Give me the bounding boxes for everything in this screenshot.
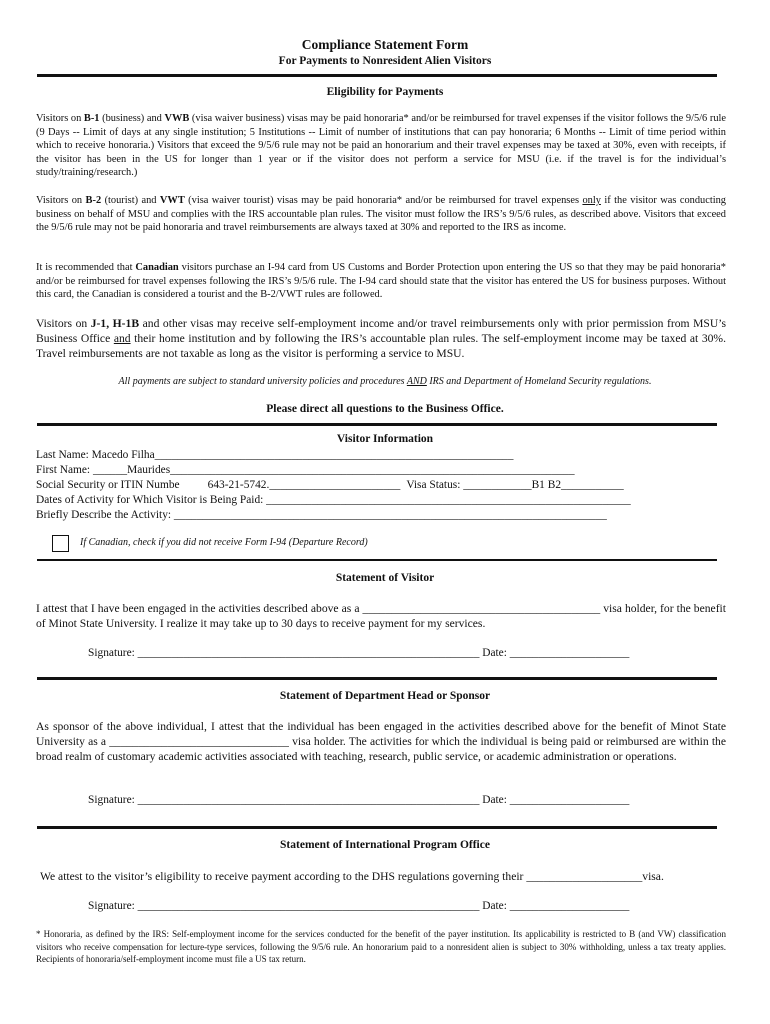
- sponsor-signature-row: Signature: ____________________________________________________________ Date: _____________________: [88, 794, 630, 806]
- eligibility-paragraph-canadian: It is recommended that Canadian visitors purchase an I-94 card from US Customs and Border Protection upon entering the US so that they may be paid honoraria* and/or be reimbursed for travel expenses following the IRS’s 9/5/6 rule. The I-94 card should state that the visitor has entered the US for business purposes. Without this card, the Canadian is considered a tourist and the B-2/VWT rules are followed.: [36, 262, 726, 301]
- eligibility-heading: Eligibility for Payments: [326, 86, 444, 98]
- eligibility-paragraph-b2: Visitors on B-2 (tourist) and VWT (visa waiver tourist) visas may be paid honoraria* and/or be reimbursed for travel expenses only if the visitor was conducting business on behalf of MSU and complies with the IRS accountable plan rules. The visitor must follow the IRS’s 9/5/6 rules, as described above. Visitors that exceed the 9/5/6 rule may not be paid honoraria and travel reimbursements are always taxed at 30% and reported to the IRS as income.: [36, 195, 726, 234]
- ipo-signature-row: Signature: ____________________________________________________________ Date: _____________________: [88, 900, 630, 912]
- last-name-field[interactable]: Last Name: Macedo Filha_______________________________________________________________: [36, 449, 514, 461]
- form-title: Compliance Statement Form: [301, 37, 469, 52]
- ssn-field[interactable]: Social Security or ITIN Numbe 643-21-5742._______________________ Visa Status: ____________B1 B2___________: [36, 479, 624, 491]
- canadian-i94-label: If Canadian, check if you did not receive Form I-94 (Departure Record): [80, 537, 368, 548]
- form-subtitle: For Payments to Nonresident Alien Visitors: [278, 55, 492, 67]
- eligibility-paragraph-b1: Visitors on B-1 (business) and VWB (visa waiver business) visas may be paid honoraria* and/or be reimbursed for travel expenses if the visitor follows the 9/5/6 rule (9 Days -- Limit of days at any single institution; 5 Institutions -- Limit of number of institutions that can pay honoraria; 6 Months -- Limit of time period within which to receive honoraria.) Visitors that exceed the 9/5/6 rule may not be paid an honorarium and their travel expenses may be taxed at 30%, even with receipts, if the visitor has been in the US for longer than 1 year or if the visitor does not perform a service for MSU (i.e. if the travel is for the individual’s study/training/research.): [36, 113, 727, 179]
- visitor-info-heading: Visitor Information: [336, 433, 434, 445]
- visitor-date-line[interactable]: _____________________: [509, 647, 630, 659]
- visa-status-label: Visa Status:: [406, 479, 464, 491]
- statement-dept-heading: Statement of Department Head or Sponsor: [279, 690, 491, 702]
- visitor-signature-row: Signature: ____________________________________________________________ Date: _____________________: [88, 647, 630, 659]
- policy-note: All payments are subject to standard university policies and procedures AND IRS and Department of Homeland Security regulations.: [118, 376, 652, 387]
- sponsor-visa-type-blank[interactable]: _______________________________: [109, 735, 289, 749]
- ssn-value[interactable]: 643-21-5742.: [207, 479, 270, 491]
- questions-note: Please direct all questions to the Business Office.: [266, 403, 504, 415]
- activity-description-field[interactable]: Briefly Describe the Activity: ____________________________________________________________________________: [36, 509, 607, 521]
- header-divider: [37, 74, 717, 77]
- ipo-visa-type-blank[interactable]: __________________: [526, 870, 631, 883]
- visitor-visa-type-blank[interactable]: _________________________________________: [362, 602, 601, 615]
- ipo-signature-line[interactable]: ____________________________________________________________: [137, 900, 480, 912]
- dates-of-activity-field[interactable]: Dates of Activity for Which Visitor is Being Paid: ________________________________________________________________: [36, 494, 631, 506]
- section-divider-visitor-statement: [37, 559, 717, 561]
- section-divider-visitor-info: [37, 423, 717, 426]
- statement-dept-text: As sponsor of the above individual, I attest that the individual has been engaged in the activities described above for the benefit of Minot State University as a _______________________________ visa holder. The activities for which the individual is being paid or reimbursed are within the broad realm of customary academic activities associated with teaching, research, public service, or academic administration or operations.: [36, 720, 726, 764]
- ipo-date-line[interactable]: _____________________: [509, 900, 630, 912]
- statement-visitor-heading: Statement of Visitor: [335, 572, 435, 584]
- last-name-value[interactable]: Macedo Filha: [91, 449, 155, 461]
- statement-ipo-text: We attest to the visitor’s eligibility to receive payment according to the DHS regulations governing their ____________________visa.: [40, 870, 664, 883]
- sponsor-date-line[interactable]: _____________________: [509, 794, 630, 806]
- first-name-field[interactable]: First Name: ______Maurides_______________________________________________________________________: [36, 464, 575, 476]
- statement-visitor-text: I attest that I have been engaged in the activities described above as a _________________________________________ visa holder, for the benefit of Minot State University. I realize it may take up to 30 days to receive payment for my services.: [36, 602, 726, 631]
- statement-ipo-heading: Statement of International Program Office: [280, 839, 490, 851]
- first-name-value[interactable]: Maurides: [127, 464, 171, 476]
- sponsor-signature-line[interactable]: ____________________________________________________________: [137, 794, 480, 806]
- visitor-signature-line[interactable]: ____________________________________________________________: [137, 647, 480, 659]
- section-divider-ipo: [37, 826, 717, 829]
- honoraria-footnote: * Honoraria, as defined by the IRS: Self-employment income for the services conducted for the benefit of the payer institution. Its applicability is restricted to B (and VW) classification visitors who receive compensation for lecture-type services, following the 9/5/6 rule. An honorarium paid to a nonresident alien is subject to 30% withholding, unless a tax treaty applies. Recipients of honoraria/self-employment income must file a US tax return.: [36, 929, 726, 964]
- visa-status-value[interactable]: B1 B2: [531, 479, 562, 491]
- canadian-i94-checkbox[interactable]: [52, 535, 69, 552]
- section-divider-dept: [37, 677, 717, 680]
- eligibility-paragraph-j1: Visitors on J-1, H-1B and other visas may receive self-employment income and/or travel reimbursements only with prior permission from MSU’s Business Office and their home institution and by following the IRS’s accountable plan rules. The self-employment income may be taxed at 30%. Travel reimbursements are not taxable as long as the visitor is performing a service to MSU.: [36, 317, 726, 361]
